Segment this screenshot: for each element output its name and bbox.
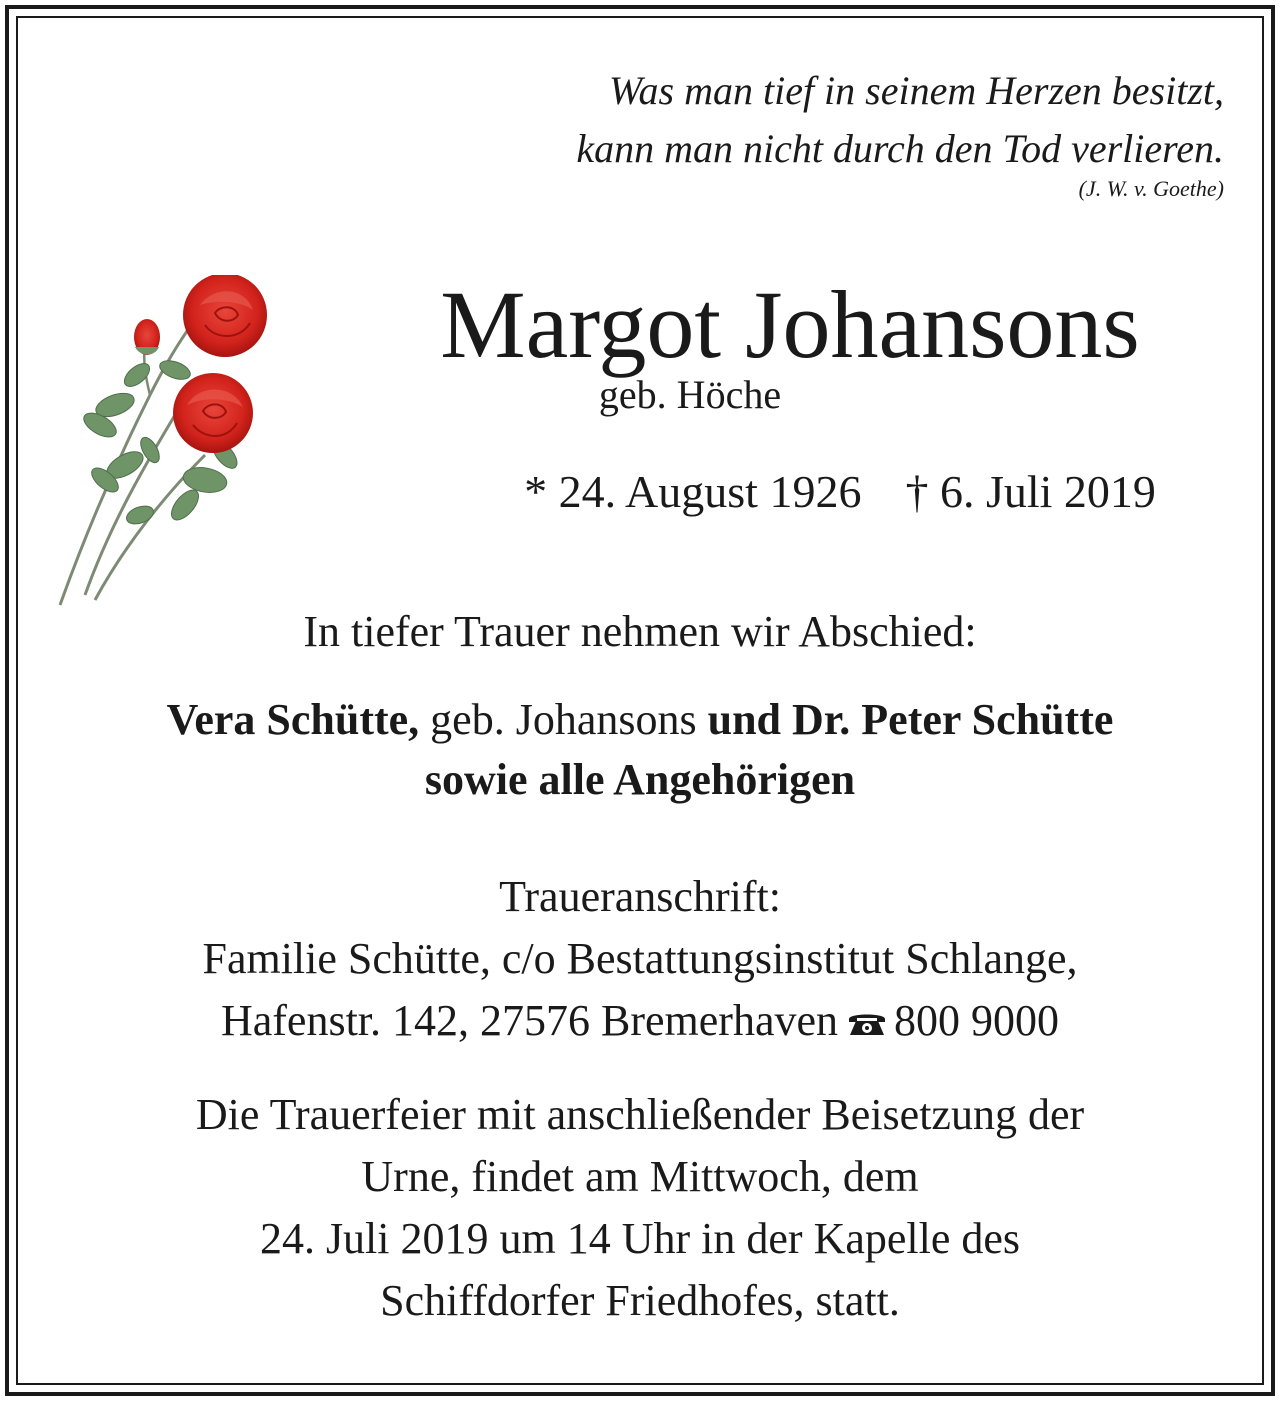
relatives: sowie alle Angehörigen — [424, 755, 856, 804]
death-date: † 6. Juli 2019 — [905, 466, 1156, 517]
deceased-name: Margot Johansons — [440, 271, 1140, 378]
ceremony-line-4: Schiffdorfer Friedhofes, statt. — [380, 1276, 900, 1325]
mourning-address — [20, 866, 1260, 1052]
birth-date: * 24. August 1926 — [524, 466, 862, 517]
ceremony-line-1: Die Trauerfeier mit anschließender Beisetzung der — [195, 1090, 1085, 1139]
goethe-quote — [576, 62, 1224, 202]
mourner-vera-note: geb. Johansons — [419, 695, 708, 744]
address-line-2 — [20, 990, 1260, 1052]
ceremony-line-3: 24. Juli 2019 um 14 Uhr in der Kapelle des — [259, 1214, 1021, 1263]
mourners-line-1 — [20, 690, 1260, 750]
address-heading: Traueranschrift: — [499, 872, 781, 921]
quote-author: (J. W. v. Goethe) — [1078, 176, 1224, 201]
address-street: Hafenstr. 142, 27576 Bremerhaven — [220, 996, 839, 1045]
telephone-icon — [846, 1008, 888, 1038]
phone-number: 800 9000 — [894, 996, 1060, 1045]
ceremony-line-2: Urne, findet am Mittwoch, dem — [361, 1152, 919, 1201]
mourner-peter: und Dr. Peter Schütte — [707, 695, 1114, 744]
ceremony-details — [20, 1084, 1260, 1332]
mourners-list — [20, 690, 1260, 810]
quote-line-1: Was man tief in seinem Herzen besitzt, — [608, 68, 1224, 113]
address-line-1: Familie Schütte, c/o Bestattungsinstitut Schlange, — [202, 934, 1078, 983]
roses-illustration — [55, 275, 285, 610]
mourner-vera: Vera Schütte, — [166, 695, 420, 744]
life-dates — [300, 466, 1280, 518]
farewell-text: In tiefer Trauer nehmen wir Abschied: — [303, 607, 977, 656]
maiden-name: geb. Höche — [598, 372, 782, 417]
quote-line-2: kann man nicht durch den Tod verlieren. — [576, 126, 1224, 171]
